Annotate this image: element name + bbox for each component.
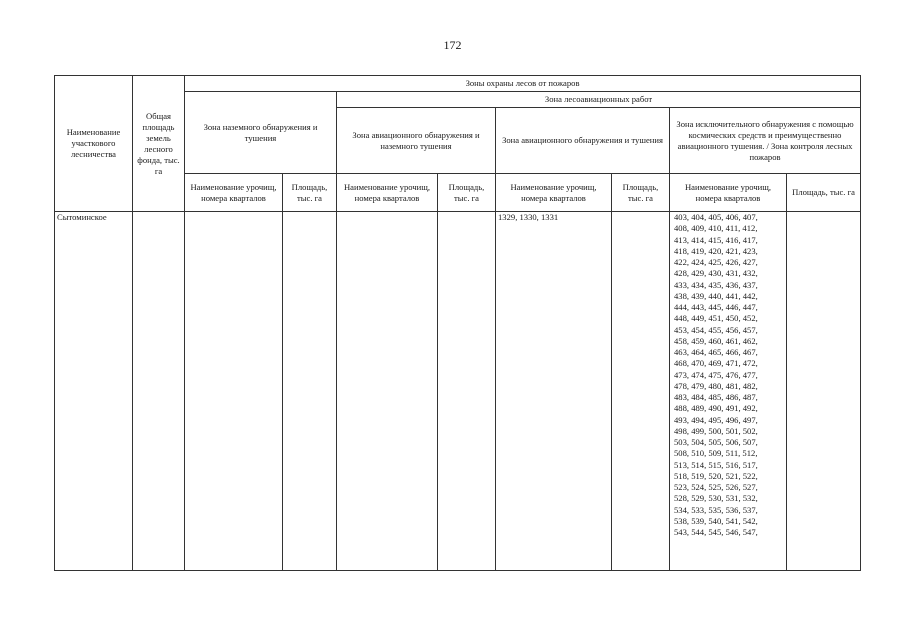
aviation-area-cell [612,212,670,571]
quarters-line: 538, 539, 540, 541, 542, [674,515,758,526]
header-area-col: Площадь, тыс. га [438,174,496,212]
header-name-col: Наименование урочищ, номера кварталов [185,174,283,212]
header-area-col: Площадь, тыс. га [787,174,861,212]
quarters-line: 458, 459, 460, 461, 462, [674,335,758,346]
quarters-line: 543, 544, 545, 546, 547, [674,527,758,537]
quarters-list [674,212,784,538]
quarters-line: 493, 494, 495, 496, 497, [674,414,758,425]
quarters-line: 528, 529, 530, 531, 532, [674,493,758,504]
header-aviation-ground-zone: Зона авиационного обнаружения и наземного тушения [337,108,496,174]
quarters-line: 518, 519, 520, 521, 522, [674,470,758,481]
quarters-line: 473, 474, 475, 476, 477, [674,369,758,380]
quarters-line: 448, 449, 451, 450, 452, [674,313,758,324]
quarters-line: 418, 419, 420, 421, 423, [674,245,758,256]
exclusive-names-cell [670,212,787,571]
quarters-line: 508, 510, 509, 511, 512, [674,448,758,459]
quarters-line: 408, 409, 410, 411, 412, [674,223,758,234]
header-area-col: Площадь, тыс. га [612,174,670,212]
table-row [55,212,861,571]
header-total-area: Общая площадь земель лесного фонда, тыс. га [133,76,185,212]
exclusive-area-cell [787,212,861,571]
ground-names-cell [185,212,283,571]
quarters-line: 483, 484, 485, 486, 487, [674,392,758,402]
quarters-line: 498, 499, 500, 501, 502, [674,425,758,436]
aviation-ground-names-cell [337,212,438,571]
quarters-line: 513, 514, 515, 516, 517, [674,459,758,470]
quarters-line: 428, 429, 430, 431, 432, [674,268,758,279]
header-forestry-name: Наименование участкового лесничества [55,76,133,212]
quarters-line: 503, 504, 505, 506, 507, [674,437,758,447]
aviation-names-cell: 1329, 1330, 1331 [496,212,612,571]
header-aviation-detect-zone: Зона авиационного обнаружения и тушения [496,108,670,174]
quarters-line: 488, 489, 490, 491, 492, [674,403,758,414]
total-area-cell [133,212,185,571]
quarters-line: 468, 470, 469, 471, 472, [674,358,758,369]
header-name-col: Наименование урочищ, номера кварталов [337,174,438,212]
quarters-line: 444, 443, 445, 446, 447, [674,302,758,312]
header-aviation-zone: Зона лесоавиационных работ [337,92,861,108]
quarters-line: 453, 454, 455, 456, 457, [674,324,758,335]
quarters-line: 523, 524, 525, 526, 527, [674,482,758,492]
header-name-col: Наименование урочищ, номера кварталов [496,174,612,212]
header-area-col: Площадь, тыс. га [283,174,337,212]
page-number: 172 [443,38,462,52]
quarters-line: 478, 479, 480, 481, 482, [674,380,758,391]
forestry-name-cell: Сытоминское [55,212,133,571]
quarters-line: 534, 533, 535, 536, 537, [674,504,758,515]
header-exclusive-zone: Зона исключительного обнаружения с помощью космических средств и преимущественно авиационного тушения. / Зона контроля лесных пожаров [670,108,861,174]
quarters-line: 422, 424, 425, 426, 427, [674,257,758,267]
aviation-ground-area-cell [438,212,496,571]
header-protection-zones: Зоны охраны лесов от пожаров [185,76,861,92]
ground-area-cell [283,212,337,571]
header-ground-zone: Зона наземного обнаружения и тушения [185,92,337,174]
quarters-line: 433, 434, 435, 436, 437, [674,279,758,290]
fire-zones-table [54,75,861,571]
quarters-line: 463, 464, 465, 466, 467, [674,347,758,357]
quarters-line: 403, 404, 405, 406, 407, [674,212,758,222]
header-name-col: Наименование урочищ, номера кварталов [670,174,787,212]
quarters-line: 413, 414, 415, 416, 417, [674,234,758,245]
quarters-line: 438, 439, 440, 441, 442, [674,290,758,301]
